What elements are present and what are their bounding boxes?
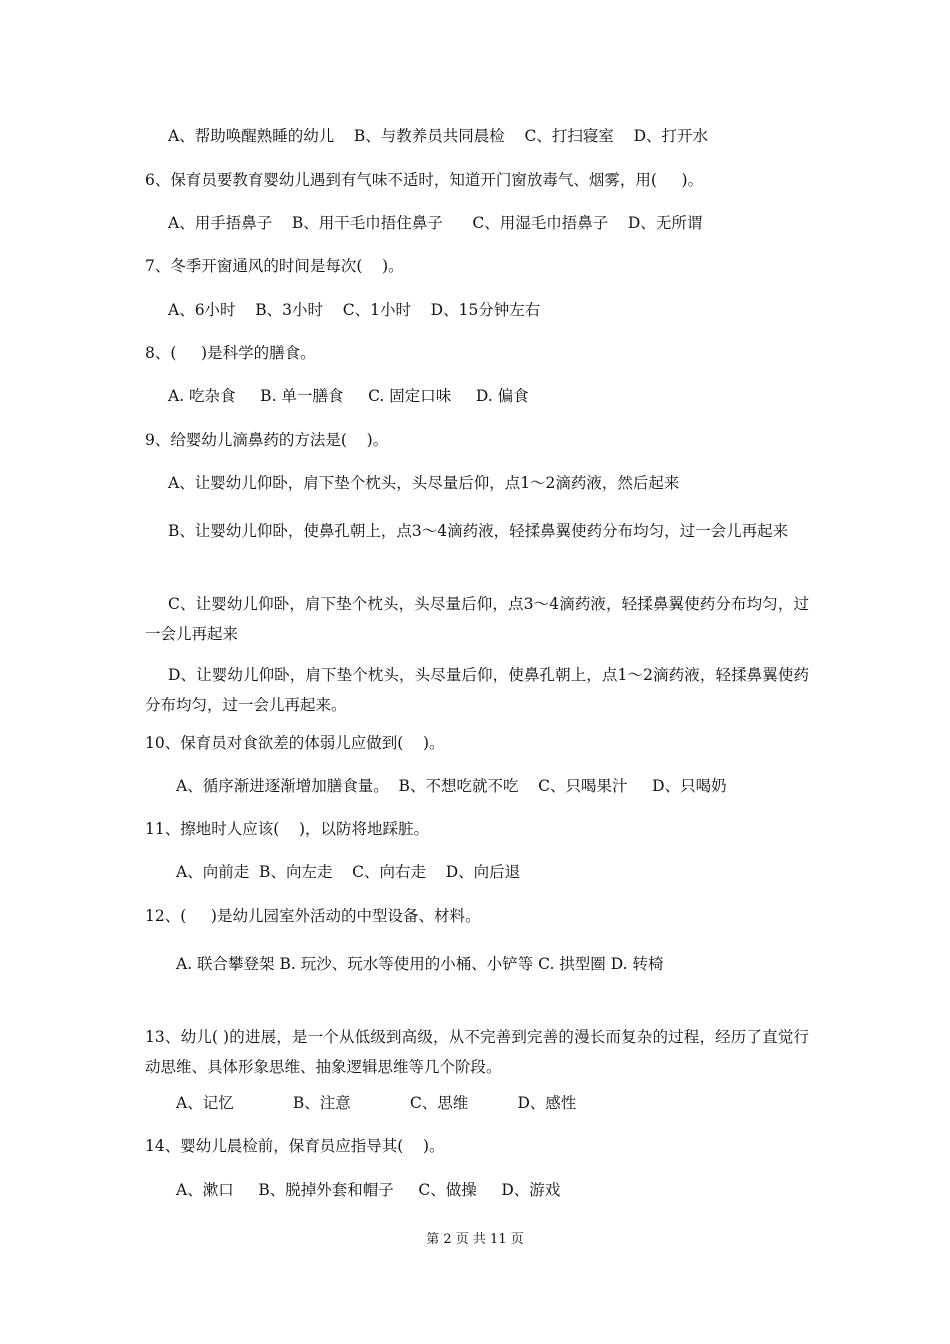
question-line: 14、婴幼儿晨检前，保育员应指导其( )。 xyxy=(145,1137,445,1155)
option-line: A. 吃杂食 B. 单一膳食 C. 固定口味 D. 偏食 xyxy=(168,387,529,405)
option-line: A、循序渐进逐渐增加膳食量。 B、不想吃就不吃 C、只喝果汁 D、只喝奶 xyxy=(176,777,727,795)
page-footer: 第 2 页 共 11 页 xyxy=(426,1232,524,1247)
question-line: 6、保育员要教育婴幼儿遇到有气味不适时，知道开门窗放毒气、烟雾，用( )。 xyxy=(145,171,704,189)
question-line: 9、给婴幼儿滴鼻药的方法是( )。 xyxy=(145,431,389,449)
option-line: C、让婴幼儿仰卧，肩下垫个枕头，头尽量后仰，点3～4滴药液，轻揉鼻翼使药分布均匀，过一会儿再起来 xyxy=(145,595,809,643)
option-line: A、漱口 B、脱掉外套和帽子 C、做操 D、游戏 xyxy=(176,1181,561,1199)
question-line: 12、( )是幼儿园室外活动的中型设备、材料。 xyxy=(145,907,481,925)
question-line: 8、( )是科学的膳食。 xyxy=(145,344,316,362)
option-line: A、用手捂鼻子 B、用干毛巾捂住鼻子 C、用湿毛巾捂鼻子 D、无所谓 xyxy=(168,214,703,232)
question-line: 7、冬季开窗通风的时间是每次( )。 xyxy=(145,257,404,275)
option-line: A、向前走 B、向左走 C、向右走 D、向后退 xyxy=(176,863,521,881)
option-line: B、让婴幼儿仰卧，使鼻孔朝上，点3～4滴药液，轻揉鼻翼使药分布均匀，过一会儿再起来 xyxy=(168,522,789,540)
question-line: 13、幼儿( )的进展，是一个从低级到高级，从不完善到完善的漫长而复杂的过程，经历了直觉行动思维、具体形象思维、抽象逻辑思维等几个阶段。 xyxy=(145,1028,809,1076)
option-line: A、记忆 B、注意 C、思维 D、感性 xyxy=(176,1094,577,1112)
option-line: A. 联合攀登架 B. 玩沙、玩水等使用的小桶、小铲等 C. 拱型圈 D. 转椅 xyxy=(176,955,664,973)
question-line: 11、擦地时人应该( )，以防将地踩脏。 xyxy=(145,820,430,838)
option-line: A、让婴幼儿仰卧，肩下垫个枕头，头尽量后仰，点1～2滴药液，然后起来 xyxy=(168,474,680,492)
question-line: 10、保育员对食欲差的体弱儿应做到( )。 xyxy=(145,734,445,752)
option-line: D、让婴幼儿仰卧，肩下垫个枕头，头尽量后仰，使鼻孔朝上，点1～2滴药液，轻揉鼻翼使药分布均匀，过一会儿再起来。 xyxy=(145,666,809,714)
option-line: A、6小时 B、3小时 C、1小时 D、15分钟左右 xyxy=(168,301,541,319)
option-line: A、帮助唤醒熟睡的幼儿 B、与教养员共同晨检 C、打扫寝室 D、打开水 xyxy=(168,127,708,145)
